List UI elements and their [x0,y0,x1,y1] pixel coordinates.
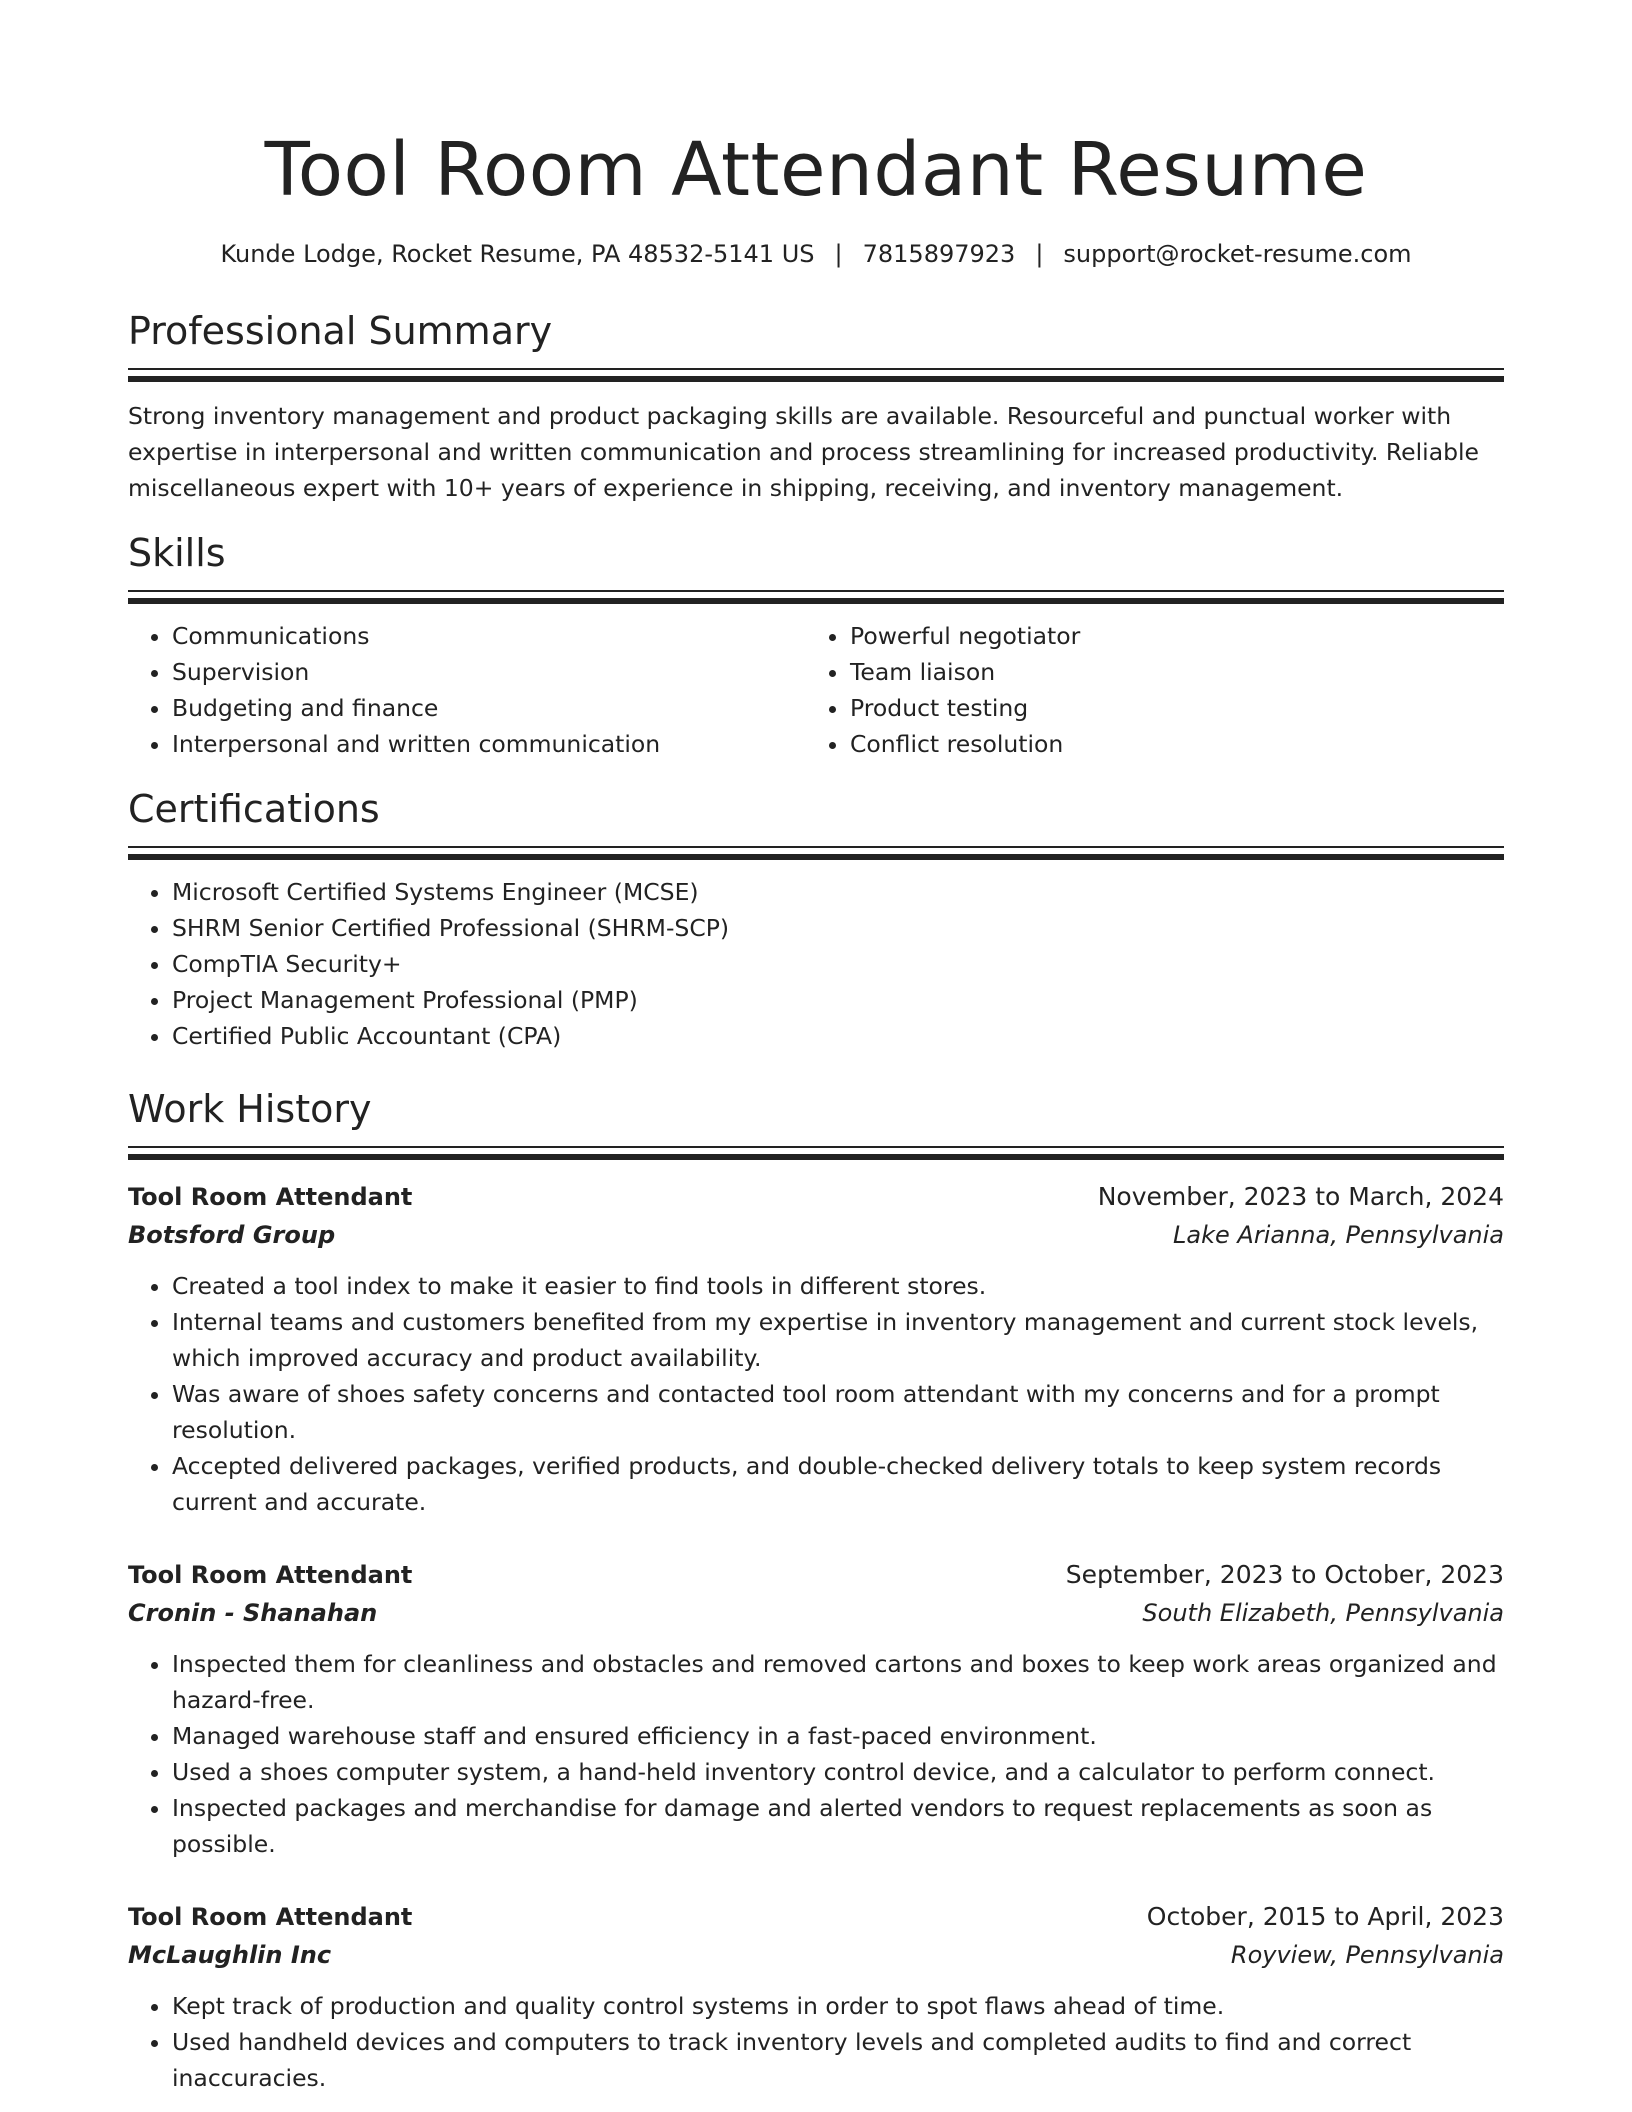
section-divider [128,368,1504,370]
job-duty-item: • Was aware of shoes safety concerns and contacted tool room attendant with my concerns and for a prompt resolution. [172,1376,1504,1448]
job-duties-list [128,1268,1504,1520]
job-duty-item: • Managed warehouse staff and ensured efficiency in a fast-paced environment. [172,1718,1504,1754]
contact-separator: | [1035,240,1044,268]
resume-title: Tool Room Attendant Resume [264,127,1368,213]
certifications-list [128,874,1504,1054]
section-heading-skills: Skills [128,531,226,575]
section-divider [128,854,1504,860]
job-duty-item: • Internal teams and customers benefited from my expertise in inventory management and current stock levels, which improved accuracy and product availability. [172,1304,1504,1376]
certifications-section [128,784,1504,1054]
contact-email: support@rocket-resume.com [1063,240,1412,268]
skill-item: • Budgeting and finance [172,690,806,726]
skill-item: • Powerful negotiator [850,618,1484,654]
job-dates: November, 2023 to March, 2024 [1097,1182,1504,1211]
job-entry [128,1178,1504,1520]
certification-item: • SHRM Senior Certified Professional (SHRM-SCP) [172,910,1504,946]
certification-item: • CompTIA Security+ [172,946,1504,982]
job-duty-item: • Accepted delivered packages, verified products, and double-checked delivery totals to keep system records current and accurate. [172,1448,1504,1520]
contact-phone: 7815897923 [862,240,1016,268]
skills-section [128,528,1504,762]
section-divider [128,598,1504,604]
job-company: Botsford Group [128,1221,336,1249]
skills-list-left [128,618,806,762]
section-heading-certifications: Certifications [128,787,380,831]
job-dates: October, 2015 to April, 2023 [1146,1902,1504,1931]
job-location: Lake Arianna, Pennsylvania [1173,1221,1504,1249]
job-duty-item: • Kept track of production and quality control systems in order to spot flaws ahead of time. [172,1988,1504,2024]
summary-section [128,306,1504,506]
skill-item: • Supervision [172,654,806,690]
section-divider [128,846,1504,848]
job-header-row [128,1898,1504,1936]
section-divider [128,1146,1504,1148]
job-duty-item: • Used handheld devices and computers to track inventory levels and completed audits to find and correct inaccuracies. [172,2024,1504,2096]
contact-line [128,238,1504,270]
job-duties-list [128,1988,1504,2096]
job-entry [128,1898,1504,2096]
job-title: Tool Room Attendant [128,1561,413,1589]
section-heading-work-history: Work History [128,1087,372,1131]
summary-text: Strong inventory management and product packaging skills are available. Resourceful and punctual worker with expertise in interpersonal and written communication and process streamlining for increased productivity. Reliable miscellaneous expert with 10+ years of experience in shipping, receiving, and inventory management. [128,402,1479,502]
job-dates: September, 2023 to October, 2023 [1065,1560,1504,1589]
skill-item: • Communications [172,618,806,654]
job-company-row [128,1936,1504,1974]
skill-item: • Team liaison [850,654,1484,690]
section-heading-summary: Professional Summary [128,309,553,353]
skills-list-right [806,618,1484,762]
job-duties-list [128,1646,1504,1862]
certification-item: • Microsoft Certified Systems Engineer (MCSE) [172,874,1504,910]
skill-item: • Product testing [850,690,1484,726]
job-title: Tool Room Attendant [128,1183,413,1211]
certification-item: • Certified Public Accountant (CPA) [172,1018,1504,1054]
job-duty-item: • Created a tool index to make it easier to find tools in different stores. [172,1268,1504,1304]
contact-separator: | [834,240,843,268]
job-location: South Elizabeth, Pennsylvania [1142,1599,1504,1627]
job-duty-item: • Used a shoes computer system, a hand-held inventory control device, and a calculator to perform connect. [172,1754,1504,1790]
job-header-row [128,1178,1504,1216]
certification-item: • Project Management Professional (PMP) [172,982,1504,1018]
job-header-row [128,1556,1504,1594]
job-location: Royview, Pennsylvania [1230,1941,1504,1969]
contact-address: Kunde Lodge, Rocket Resume, PA 48532-5141 US [220,240,815,268]
job-company-row [128,1216,1504,1254]
job-duty-item: • Inspected packages and merchandise for damage and alerted vendors to request replacements as soon as possible. [172,1790,1504,1862]
section-divider [128,1154,1504,1160]
job-title: Tool Room Attendant [128,1903,413,1931]
section-divider [128,376,1504,382]
job-company: McLaughlin Inc [128,1941,332,1969]
section-divider [128,590,1504,592]
skills-grid [128,618,1504,762]
skill-item: • Interpersonal and written communication [172,726,806,762]
resume-page [128,0,1504,2096]
skill-item: • Conflict resolution [850,726,1484,762]
job-duty-item: • Inspected them for cleanliness and obstacles and removed cartons and boxes to keep work areas organized and hazard-free. [172,1646,1504,1718]
job-company-row [128,1594,1504,1632]
job-entry [128,1556,1504,1862]
work-history-section [128,1084,1504,2096]
job-company: Cronin - Shanahan [128,1599,378,1627]
